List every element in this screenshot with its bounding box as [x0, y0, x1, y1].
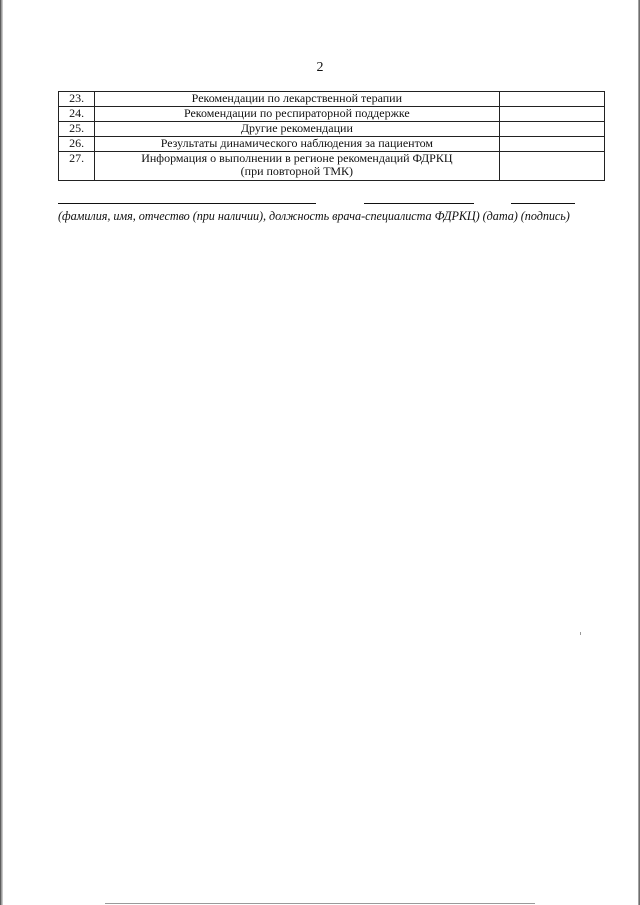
- page-bottom-edge: [105, 903, 535, 904]
- row-text: Рекомендации по респираторной поддержке: [95, 107, 499, 122]
- date-signature-line: [364, 203, 474, 204]
- row-number: 23.: [59, 92, 95, 107]
- table-row: [59, 137, 605, 152]
- row-value-cell: [499, 122, 604, 137]
- signature-caption: (фамилия, имя, отчество (при наличии), должность врача-специалиста ФДРКЦ) (дата) (подпись): [58, 209, 570, 223]
- table-row: [59, 122, 605, 137]
- row-number: 25.: [59, 122, 95, 137]
- page-number: 2: [316, 60, 324, 75]
- table-row: [59, 152, 605, 181]
- row-number: 24.: [59, 107, 95, 122]
- page-edge: [0, 0, 3, 905]
- table-row: [59, 92, 605, 107]
- row-text: Другие рекомендации: [95, 122, 499, 137]
- row-text: Информация о выполнении в регионе рекомендаций ФДРКЦ (при повторной ТМК): [95, 152, 499, 181]
- row-text: Рекомендации по лекарственной терапии: [95, 92, 499, 107]
- row-value-cell: [499, 152, 604, 181]
- row-value-cell: [499, 107, 604, 122]
- table-row: [59, 107, 605, 122]
- recommendations-table: [58, 91, 605, 181]
- row-value-cell: [499, 137, 604, 152]
- name-signature-line: [58, 203, 316, 204]
- signature-line: [511, 203, 575, 204]
- row-number: 27.: [59, 152, 95, 181]
- row-value-cell: [499, 92, 604, 107]
- row-text: Результаты динамического наблюдения за пациентом: [95, 137, 499, 152]
- scan-speck: [580, 632, 581, 635]
- row-number: 26.: [59, 137, 95, 152]
